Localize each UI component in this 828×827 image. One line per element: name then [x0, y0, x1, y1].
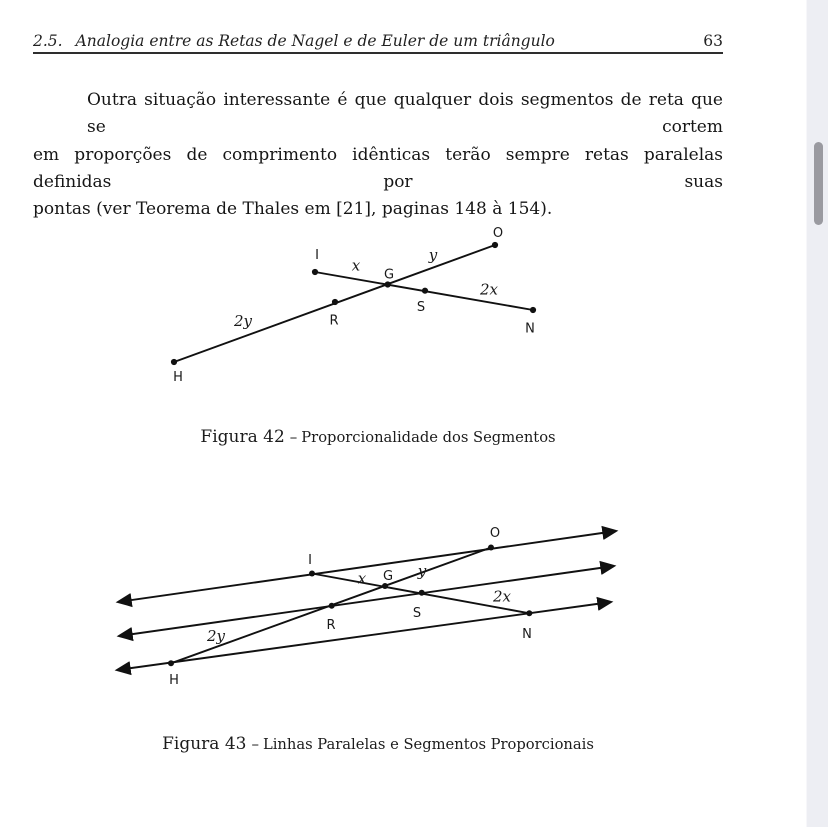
- fig43-points: [168, 545, 532, 667]
- fig43-segments: [171, 548, 529, 664]
- segment-label-x: x: [357, 569, 367, 588]
- point-label-G: G: [382, 569, 394, 584]
- point-R: [332, 299, 338, 305]
- figure-43-caption: [33, 734, 723, 754]
- segment-label-y: y: [417, 562, 427, 580]
- figure-42-diagram: [140, 215, 580, 395]
- point-label-R: R: [329, 313, 339, 329]
- scrollbar-thumb[interactable]: [814, 142, 823, 225]
- point-label-I: I: [315, 248, 319, 263]
- paragraph-line: em proporções de comprimento idênticas terão sempre retas paralelas definidas por suas: [33, 144, 723, 192]
- caption-dash: –: [251, 735, 259, 753]
- figure-42-title: Proporcionalidade dos Segmentos: [301, 429, 556, 446]
- segment-label-x: x: [351, 256, 361, 275]
- point-N: [530, 307, 536, 313]
- header-rule: [33, 52, 723, 54]
- paragraph-line: pontas (ver Teorema de Thales em [21], paginas 148 à 154).: [33, 199, 553, 220]
- body-paragraph: [33, 87, 723, 223]
- header-page-number: 63: [703, 32, 723, 50]
- point-S: [422, 288, 428, 294]
- point-label-I: I: [308, 553, 312, 568]
- point-I: [309, 571, 315, 577]
- fig43-parallel-lines: [117, 531, 616, 670]
- paragraph-line: Outra situação interessante é que qualquer dois segmentos de reta que se cortem: [87, 90, 723, 138]
- segment-label-y: y: [428, 246, 438, 264]
- segment-label-2x: 2x: [479, 280, 499, 299]
- figure-43-diagram: [105, 520, 630, 695]
- point-N: [526, 610, 532, 616]
- point-label-S: S: [416, 300, 426, 315]
- point-R: [329, 603, 335, 609]
- point-I: [312, 269, 318, 275]
- figure-43-title: Linhas Paralelas e Segmentos Proporcionais: [262, 736, 594, 753]
- fig43-parallel-middle: [119, 566, 614, 636]
- point-label-N: N: [525, 321, 535, 337]
- segment-label-2y: 2y: [233, 312, 253, 330]
- point-H: [168, 660, 174, 666]
- point-label-S: S: [412, 606, 422, 621]
- point-label-H: H: [173, 370, 183, 385]
- figure-42-caption: [33, 427, 723, 447]
- point-S: [419, 590, 425, 596]
- caption-dash: –: [289, 428, 298, 446]
- segment-label-2x: 2x: [492, 587, 512, 606]
- point-label-N: N: [522, 627, 532, 642]
- segment-label-2y: 2y: [206, 627, 226, 645]
- point-O: [492, 242, 498, 248]
- fig43-parallel-bottom: [117, 602, 611, 670]
- figure-42-number: Figura 42: [200, 427, 285, 447]
- point-label-G: G: [383, 267, 395, 283]
- header-title: Analogia entre as Retas de Nagel e de Euler de um triângulo: [75, 32, 555, 50]
- point-label-R: R: [326, 618, 336, 633]
- scrollbar-track[interactable]: [806, 0, 828, 827]
- point-label-H: H: [169, 673, 179, 688]
- point-label-O: O: [489, 526, 501, 541]
- fig43-parallel-top: [118, 531, 616, 602]
- point-label-O: O: [492, 226, 504, 241]
- point-H: [171, 359, 177, 365]
- page-header: [33, 32, 723, 50]
- point-O: [488, 545, 494, 551]
- figure-43-number: Figura 43: [162, 734, 247, 754]
- header-section-number: 2.5.: [33, 32, 63, 50]
